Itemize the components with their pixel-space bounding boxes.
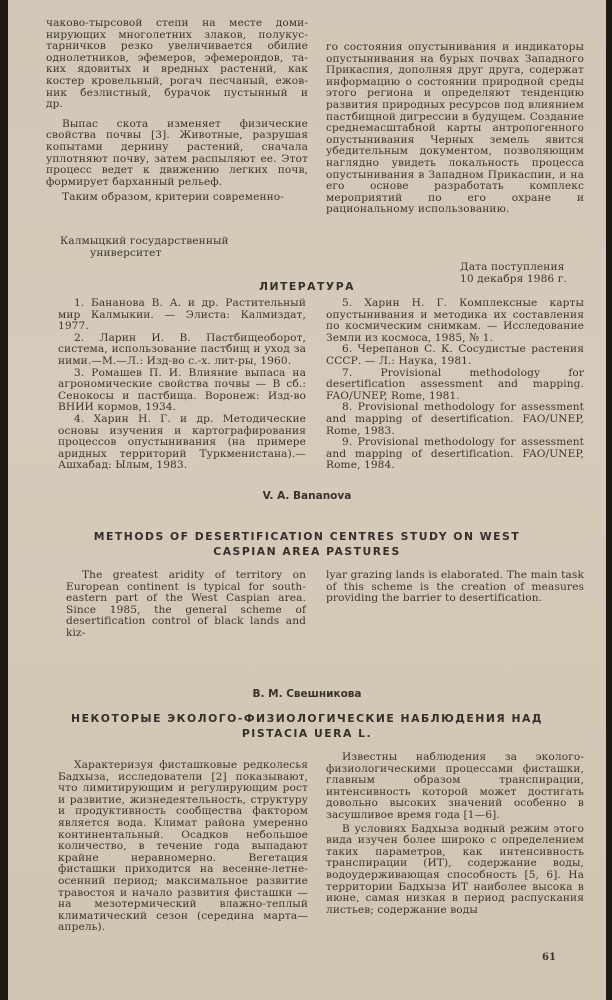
article-title-line1: НЕКОТОРЫЕ ЭКОЛОГО-ФИЗИОЛОГИЧЕСКИЕ НАБЛЮДЕНИЯ НАД <box>71 712 543 725</box>
reference-item: 5. Харин Н. Г. Комплексные карты опустынивания и методика их составления по космическим снимкам. — Исследование Земли из космоса, 1985, № 1. <box>326 297 584 344</box>
article-author: В. М. Свешникова <box>252 688 362 700</box>
top-left-column <box>46 18 308 204</box>
english-title-line1: METHODS OF DESERTIFICATION CENTRES STUDY ON WEST <box>93 530 521 543</box>
text-line: ник безлистный, бурачок пустынный и <box>46 86 308 99</box>
article-paragraph: Характеризуя фисташковые редколесья Бадхыза, исследователи [2] показывают, что лимитирующим и регулирующим рост и развитие, жизнедеятельность, структуру и продуктивность сообщества фактором является вода. Климат района умеренно континентальный. Осадков небольшое количество, в течение года выпадают крайне неравномерно. Вегетация фисташки приходится на весенне-летне-осенний период; максимальное развитие травостоя и начало развития фисташки — на мезотермический влажно-теплый климатический сезон (середина марта—апрель). <box>58 759 308 934</box>
reference-item: 4. Харин Н. Г. и др. Методические основы изучения и картографирования процессов опустынивания (на примере аридных территорий Туркменистана).—Ашхабад: Ылым, 1983. <box>58 412 306 472</box>
english-abstract-right <box>326 570 584 605</box>
literature-left-column <box>58 298 306 472</box>
article-right-column <box>326 752 584 916</box>
english-abstract-left <box>66 570 306 640</box>
abstract-text: lyar grazing lands is elaborated. The main task of this scheme is the creation of measures providing the barrier to desertification. <box>326 569 584 605</box>
paragraph-grazing: Выпас скота изменяет физические свойства почвы [3]. Животные, разрушая копытами дернину растений, сначала уплотняют почву, затем распыляют ее. Этот процесс ведет к движению легких почв, формирует барханный рельеф. <box>46 117 308 188</box>
text-line: костер кровельный, рогач песчаный, ежов- <box>46 74 308 87</box>
affiliation-line2: университет <box>90 246 162 259</box>
top-left-lines <box>46 18 308 111</box>
reference-item: 7. Provisional methodology for desertification assessment and mapping. FAO/UNEP, Rome, 1981. <box>326 366 584 402</box>
reference-item: 3. Ромашев П. И. Влияние выпаса на агрономические свойства почвы — В сб.: Сенокосы и пастбища. Воронеж: Изд-во ВНИИ кормов, 1934. <box>58 366 306 414</box>
text-line: однолетников, эфемеров, эфемероидов, та- <box>46 51 308 64</box>
text-line: чаково-тырсовой степи на месте доми- <box>46 17 308 29</box>
article-left-column <box>58 760 308 934</box>
literature-heading: ЛИТЕРАТУРА <box>259 280 355 293</box>
literature-right-column <box>326 298 584 472</box>
reference-item: 2. Ларин И. В. Пастбищеоборот, система, использование пастбищ и уход за ними.—М.—Л.: Изд-во с.-х. лит-ры, 1960. <box>58 331 306 367</box>
reference-item: 1. Бананова В. А. и др. Растительный мир Калмыкии. — Элиста: Калмиздат, 1977. <box>58 297 306 333</box>
received-value: 10 декабря 1986 г. <box>460 272 567 285</box>
article-paragraph: Известны наблюдения за эколого-физиологическими процессами фисташки, главным образом транспирации, интенсивность которой может достигать довольно высоких значений особенно в засушливое время года [1—6]. <box>326 751 584 821</box>
text-line: ких ядовитых и вредных растений, как <box>46 63 308 76</box>
received-label: Дата поступления <box>460 261 565 273</box>
reference-item: 9. Provisional methodology for assessment and mapping of desertification. FAO/UNEP, Rome, 1984. <box>326 436 584 472</box>
abstract-text: The greatest aridity of territory on European continent is typical for south-eastern part of the West Caspian area. Since 1985, the general scheme of desertification control of black lands and kiz- <box>66 569 306 639</box>
text-line: нирующих многолетних злаков, полукус- <box>46 28 308 41</box>
page-number: 61 <box>542 952 556 963</box>
paragraph-conclusion-start: Таким образом, критерии современно- <box>62 191 284 204</box>
reference-item: 6. Черепанов С. К. Сосудистые растения СССР. — Л.: Наука, 1981. <box>326 343 584 367</box>
text-line: тарничков резко увеличивается обилие <box>46 40 308 53</box>
article-title-line2: PISTACIA UERA L. <box>241 727 373 740</box>
paragraph-conclusion-end: го состояния опустынивания и индикаторы опустынивания на бурых почвах Западного Прикаспия, дополняя друг друга, содержат информацию о состоянии природной среды этого региона и определяют тенденцию развития природных ресурсов под влиянием пастбищной дигрессии в будущем. Создание среднемасштабной карты антропогенного опустынивания Черных земель явится убедительным документом, позволяющим наглядно увидеть локальность процесса опустынивания в Западном Прикаспии, и на его основе разработать комплекс мероприятий по его охране и рациональному использованию. <box>326 41 584 216</box>
affiliation <box>60 236 300 259</box>
top-right-column <box>326 42 584 216</box>
article-paragraph: В условиях Бадхыза водный режим этого вида изучен более широко с определением таких параметров, как интенсивность транспирации (ИТ), содержание воды, водоудерживающая способность [5, 6]. На территории Бадхыза ИТ наиболее высока в июне, самая низкая в период распускания листьев; содержание воды <box>326 822 584 916</box>
affiliation-line1: Калмыцкий государственный <box>60 235 229 247</box>
text-line: др. <box>46 98 63 111</box>
book-page <box>8 0 606 1000</box>
reference-item: 8. Provisional methodology for assessment and mapping of desertification. FAO/UNEP, Rome, 1983. <box>326 401 584 437</box>
english-author: V. A. Bananova <box>262 490 352 502</box>
english-title-line2: CASPIAN AREA PASTURES <box>213 545 401 558</box>
